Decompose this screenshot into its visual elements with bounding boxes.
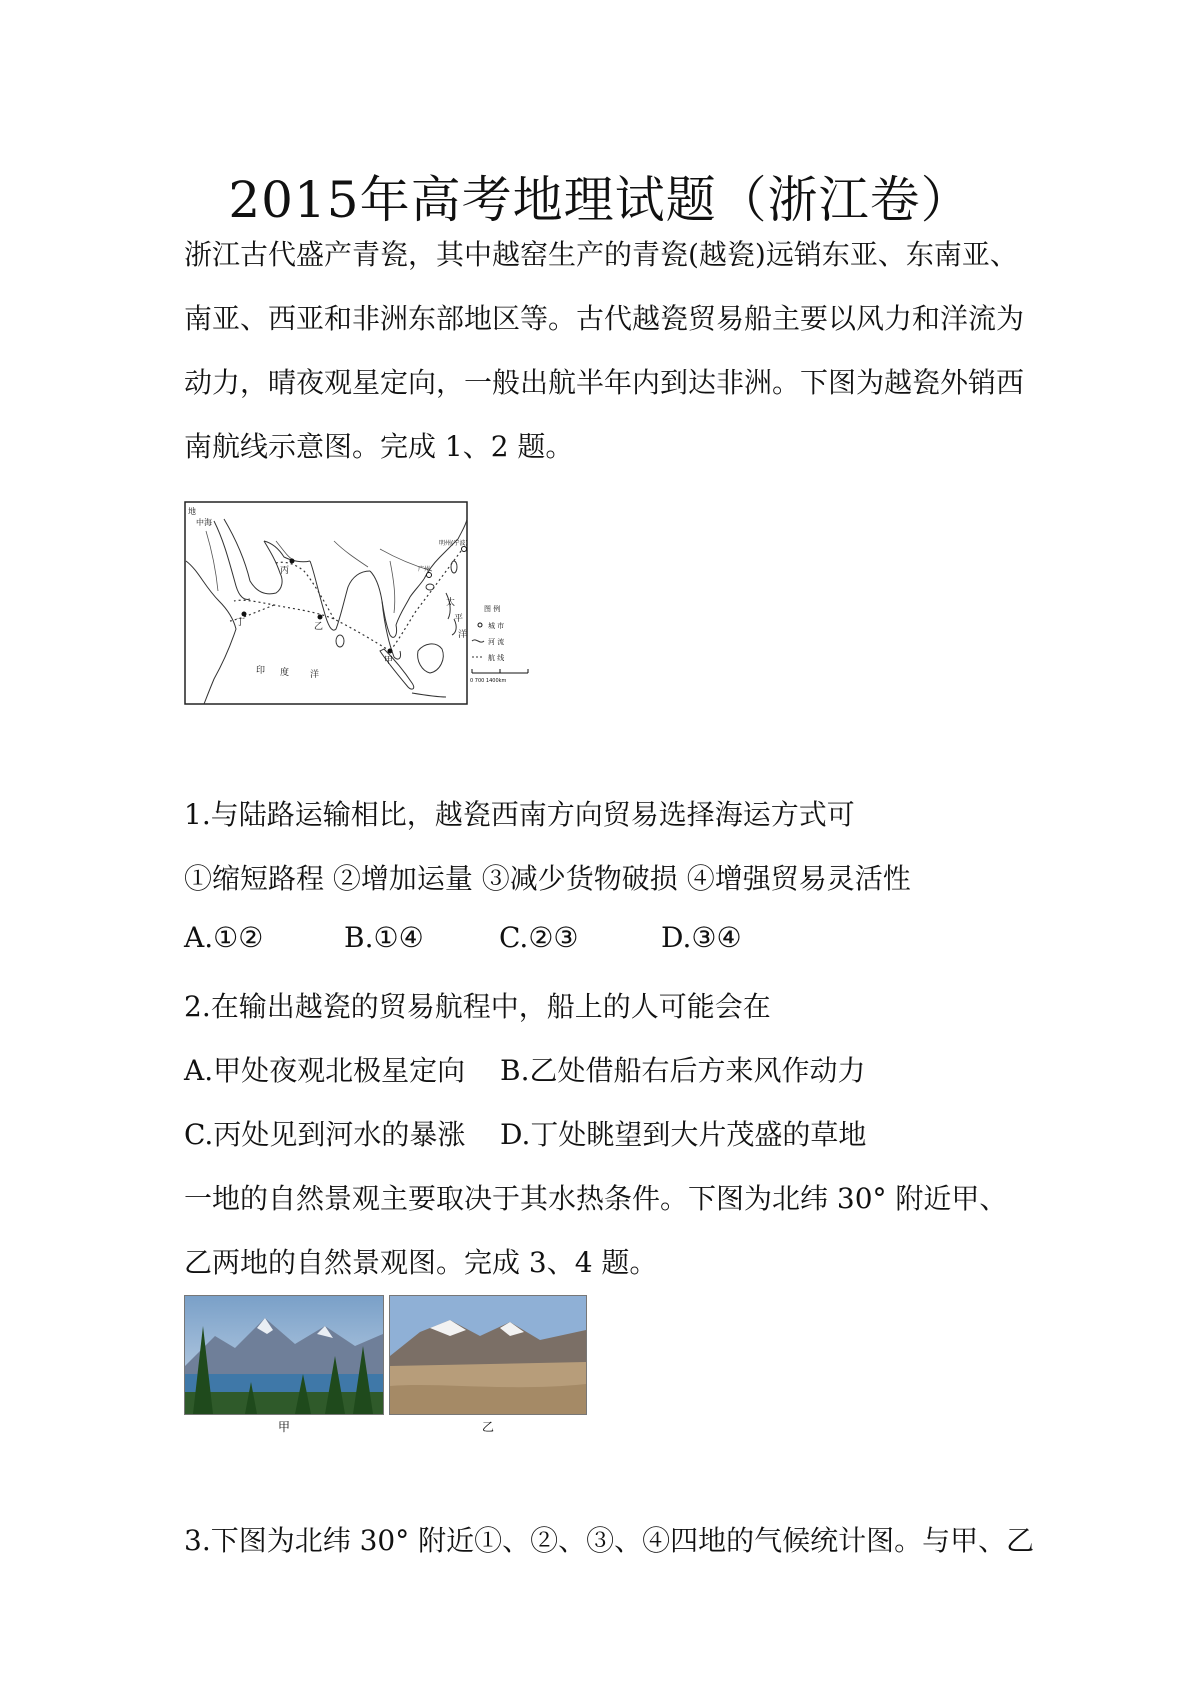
legend-route: 航 线 <box>488 654 505 662</box>
q2-options-row-1 <box>184 1049 865 1089</box>
intro-line-4: 南航线示意图。完成 1、2 题。 <box>184 430 574 463</box>
label-pacific-1: 太 <box>446 598 456 608</box>
label-yi: 乙 <box>314 622 324 632</box>
label-pacific-2: 平 <box>454 614 464 624</box>
label-bing: 丙 <box>280 566 290 576</box>
intro-line-1: 浙江古代盛产青瓷，其中越窑生产的青瓷(越瓷)远销东亚、东南亚、 <box>184 238 1018 271</box>
label-mediterranean-2: 中海 <box>196 518 212 527</box>
q1-option-c[interactable]: C.②③ <box>499 921 579 954</box>
trade-route-map <box>184 501 532 707</box>
caption-jia: 甲 <box>278 1420 291 1434</box>
label-mingzhou: 明州(宁波) <box>439 540 468 547</box>
page-title: 2015年高考地理试题（浙江卷） <box>228 171 972 229</box>
label-guangzhou: 广州 <box>418 566 431 573</box>
intro-line-3: 动力，晴夜观星定向，一般出航半年内到达非洲。下图为越瓷外销西 <box>184 366 1025 399</box>
q3-stem: 3.下图为北纬 30° 附近①、②、③、④四地的气候统计图。与甲、乙 <box>184 1524 1035 1557</box>
caption-yi: 乙 <box>482 1420 495 1434</box>
q1-option-d[interactable]: D.③④ <box>661 921 742 954</box>
legend-river: 河 流 <box>488 638 505 646</box>
label-ding: 丁 <box>236 618 246 628</box>
intro2-line-1: 一地的自然景观主要取决于其水热条件。下图为北纬 30° 附近甲、 <box>184 1182 1008 1215</box>
q2-option-b[interactable]: B.乙处借船右后方来风作动力 <box>500 1054 866 1087</box>
q2-option-a[interactable]: A.甲处夜观北极星定向 <box>184 1054 466 1087</box>
q1-option-a[interactable]: A.①② <box>184 921 264 954</box>
q2-stem: 2.在输出越瓷的贸易航程中，船上的人可能会在 <box>184 990 771 1023</box>
q2-option-c[interactable]: C.丙处见到河水的暴涨 <box>184 1118 466 1151</box>
q1-stem: 1.与陆路运输相比，越瓷西南方向贸易选择海运方式可 <box>184 798 855 831</box>
legend-scale: 0 700 1400km <box>470 678 507 684</box>
q2-options-row-2 <box>184 1113 866 1153</box>
label-jia: 甲 <box>384 656 394 666</box>
label-indian-2: 度 <box>280 668 290 678</box>
landscape-photo-yi <box>389 1295 587 1415</box>
q1-options <box>184 921 742 954</box>
q1-items: ①缩短路程 ②增加运量 ③减少货物破损 ④增强贸易灵活性 <box>184 862 911 895</box>
label-mediterranean-1: 地 <box>188 507 196 516</box>
legend-city: 城 市 <box>488 622 505 630</box>
legend-title: 图 例 <box>484 605 501 613</box>
label-pacific-3: 洋 <box>458 630 468 640</box>
intro2-line-2: 乙两地的自然景观图。完成 3、4 题。 <box>184 1246 658 1279</box>
label-indian-1: 印 <box>256 666 266 676</box>
q2-option-d[interactable]: D.丁处眺望到大片茂盛的草地 <box>500 1118 867 1151</box>
q1-option-b[interactable]: B.①④ <box>344 921 424 954</box>
landscape-photo-jia <box>184 1295 384 1415</box>
intro-line-2: 南亚、西亚和非洲东部地区等。古代越瓷贸易船主要以风力和洋流为 <box>184 302 1025 335</box>
label-indian-3: 洋 <box>310 670 320 680</box>
